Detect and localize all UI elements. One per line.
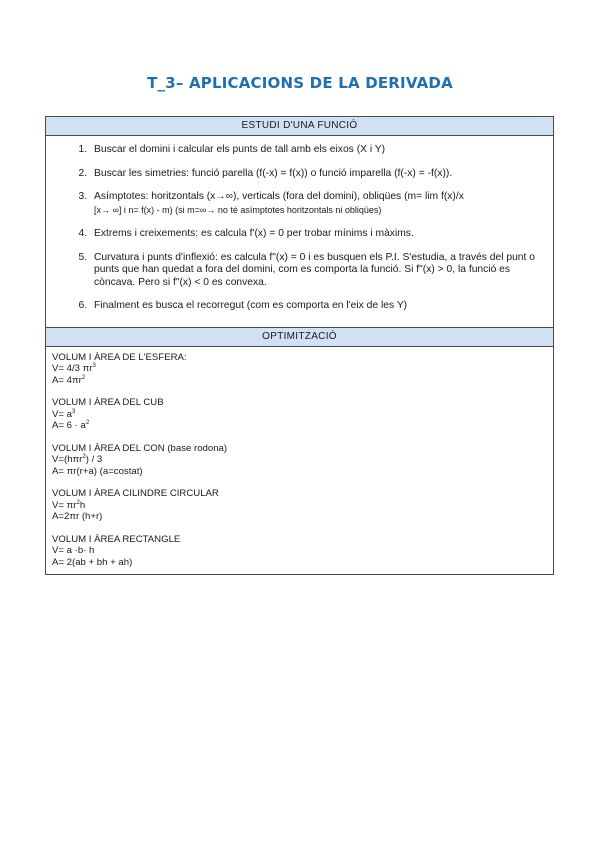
- volume-formula: $V= \pi r^2h$: [52, 499, 86, 511]
- volume-formula: $V= a^3$: [52, 408, 76, 420]
- area-formula: $A= 6 \cdot a^2$: [52, 420, 90, 431]
- list-item: 4. Extrems i creixements: es calcula f'(x) = 0 per trobar mínims i màxims.: [90, 228, 537, 241]
- formula-block-cone: VOLUM I ÀREA DEL CON (base rodona) V=(hπr$^2$) / 3 A= πr(r+a) (a=costat): [52, 443, 547, 478]
- study-section: [46, 136, 553, 327]
- area-formula: A=2πr (h+r): [52, 511, 103, 522]
- optim-section: [46, 347, 553, 575]
- volume-formula: V= a ·b· h: [52, 545, 95, 556]
- volume-formula: V= 4/3 $\pi r^3$: [52, 363, 96, 374]
- section-header-study: ESTUDI D'UNA FUNCIÓ: [46, 117, 553, 136]
- area-formula: $A= 4\pi r^2$: [52, 374, 86, 386]
- formula-block-cylinder: VOLUM I ÀREA CILINDRE CIRCULAR $V= \pi r^2h$ A=2πr (h+r): [52, 488, 547, 523]
- list-item: 3. Asímptotes: horitzontals (x→∞), verticals (fora del domini), obliqües (m= lim f(x)/x [x→ ∞] i n= f(x) - m) (si m=∞→ no té asímptotes horitzontals ni obliqües): [90, 191, 537, 217]
- area-formula: A= πr(r+a) (a=costat): [52, 465, 143, 477]
- page-title: T_3– APLICACIONS DE LA DERIVADA: [147, 74, 453, 92]
- volume-formula: V=(hπr$^2$) / 3: [52, 454, 103, 465]
- study-steps-list: [46, 144, 537, 313]
- area-formula: A= 2(ab + bh + ah): [52, 556, 133, 568]
- list-item: 2. Buscar les simetries: funció parella (f(-x) = f(x)) o funció imparella (f(-x) = -f(x)).: [90, 168, 537, 181]
- list-item: 6. Finalment es busca el recorregut (com es comporta en l'eix de les Y): [90, 300, 537, 313]
- section-header-optim: OPTIMITZACIÓ: [46, 327, 553, 347]
- content-table: [45, 116, 554, 575]
- list-item: 1. Buscar el domini i calcular els punts de tall amb els eixos (X i Y): [90, 144, 537, 157]
- list-item: 5. Curvatura i punts d'inflexió: es calcula f"(x) = 0 i es busquen els P.I. S'estudia, a través del punt o punts que han quedat a fora del domini, com es comporta la funció. Si f"(x) > 0, la funció es còncava. Pero si f"(x) < 0 es convexa.: [90, 252, 537, 290]
- formula-block-rectangle: VOLUM I ÀREA RECTANGLE V= a ·b· h A= 2(ab + bh + ah): [52, 534, 547, 569]
- formula-block-cube: VOLUM I ÀREA DEL CUB $V= a^3$ $A= 6 \cdot a^2$: [52, 397, 547, 432]
- formula-block-sphere: VOLUM I ÀREA DE L'ESFERA: V= 4/3 $\pi r^3$ $A= 4\pi r^2$: [52, 352, 547, 387]
